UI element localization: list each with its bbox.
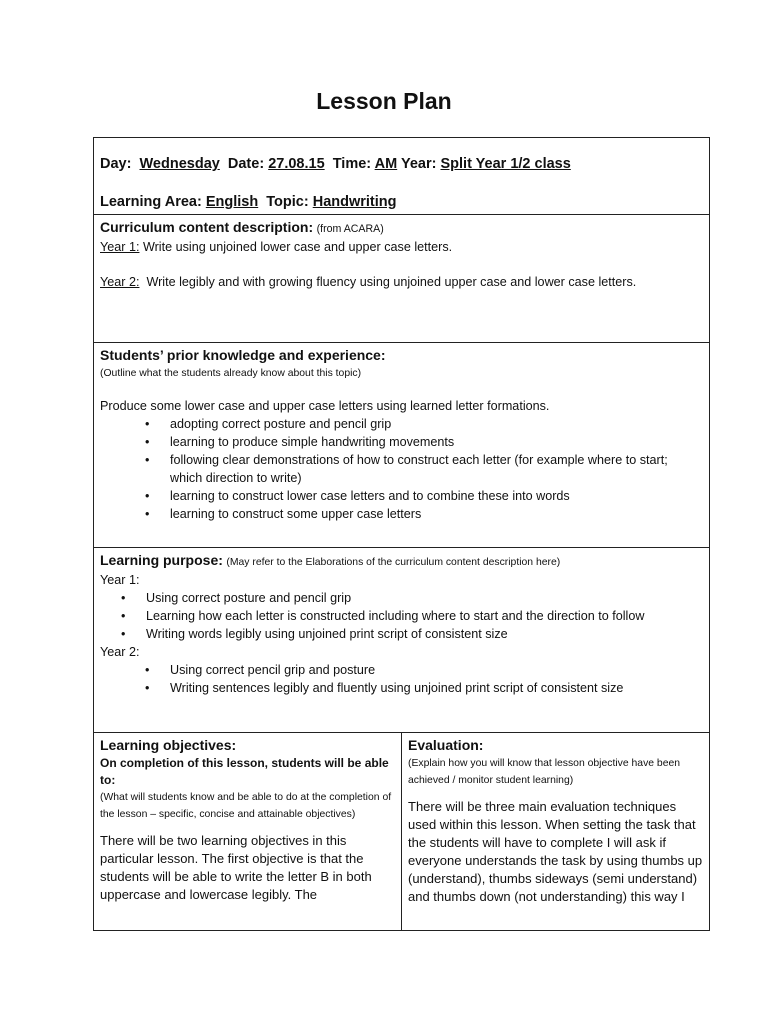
prior-note: (Outline what the students already know about this topic) bbox=[100, 368, 362, 379]
bullet-icon: • bbox=[145, 663, 150, 677]
curriculum-year1-text: Write using unjoined lower case and upper case letters. bbox=[142, 240, 453, 254]
evaluation-heading: Evaluation: bbox=[408, 737, 484, 753]
bullet-icon: • bbox=[145, 453, 150, 467]
lesson-plan-table bbox=[93, 137, 710, 931]
purpose-year1-list bbox=[121, 589, 703, 643]
purpose-heading: Learning purpose: bbox=[100, 552, 223, 568]
topic-label: Topic: bbox=[266, 194, 309, 210]
date-label: Date: bbox=[227, 156, 265, 172]
area-label: Learning Area: bbox=[100, 194, 202, 210]
year-label: Year: bbox=[400, 156, 437, 172]
year-value: Split Year 1/2 class bbox=[440, 156, 571, 172]
area-topic-line bbox=[100, 192, 703, 212]
curriculum-heading: Curriculum content description: bbox=[100, 219, 314, 235]
curriculum-year1-label: Year 1: bbox=[100, 240, 140, 254]
objectives-heading: Learning objectives: bbox=[100, 737, 237, 753]
bullet-icon: • bbox=[121, 627, 126, 641]
learning-purpose-row bbox=[94, 548, 710, 733]
day-date-line bbox=[100, 154, 703, 174]
bullet-icon: • bbox=[145, 507, 150, 521]
curriculum-source: (from ACARA) bbox=[316, 223, 384, 235]
list-item: • following clear demonstrations of how to construct each letter (for example where to start; which direction to write) bbox=[145, 453, 668, 485]
bullet-icon: • bbox=[145, 417, 150, 431]
objectives-lead: On completion of this lesson, students will be able to: bbox=[100, 756, 389, 787]
list-item: • learning to produce simple handwriting movements bbox=[145, 435, 455, 449]
objectives-cell bbox=[94, 733, 402, 931]
prior-knowledge-cell bbox=[94, 343, 710, 548]
day-value: Wednesday bbox=[139, 156, 220, 172]
objectives-body: There will be two learning objectives in this particular lesson. The first objective is that the students will be able to write the letter B in both uppercase and lowercase legibly. The bbox=[100, 833, 372, 902]
list-item: • learning to construct some upper case letters bbox=[145, 507, 422, 521]
bullet-icon: • bbox=[121, 591, 126, 605]
evaluation-note: (Explain how you will know that lesson objective have been achieved / monitor student learning) bbox=[408, 758, 681, 786]
objectives-note: (What will students know and be able to do at the completion of the lesson – specific, concise and attainable objectives) bbox=[100, 792, 392, 820]
curriculum-year2-label: Year 2: bbox=[100, 275, 140, 289]
header-row bbox=[94, 138, 710, 215]
curriculum-row bbox=[94, 215, 710, 343]
day-label: Day: bbox=[100, 156, 132, 172]
curriculum-year2 bbox=[100, 273, 703, 291]
purpose-year1-label: Year 1: bbox=[100, 573, 140, 587]
bullet-icon: • bbox=[121, 609, 126, 623]
list-item: • Writing sentences legibly and fluently using unjoined print script of consistent size bbox=[145, 681, 624, 695]
header-cell bbox=[94, 138, 710, 215]
list-item: • adopting correct posture and pencil grip bbox=[145, 417, 392, 431]
prior-list bbox=[145, 415, 703, 523]
time-value: AM bbox=[374, 156, 398, 172]
prior-intro: Produce some lower case and upper case letters using learned letter formations. bbox=[100, 399, 550, 413]
evaluation-body: There will be three main evaluation techniques used within this lesson. When setting the task that the students will have to complete I will ask if everyone understands the task by using thumbs up (understand), thumbs sideways (semi understand) and thumbs down (not understanding) this way I bbox=[408, 799, 703, 904]
list-item: • learning to construct lower case letters and to combine these into words bbox=[145, 489, 570, 503]
purpose-note: (May refer to the Elaborations of the curriculum content description here) bbox=[226, 557, 561, 568]
purpose-year2-label: Year 2: bbox=[100, 645, 140, 659]
purpose-year2-list bbox=[145, 661, 703, 697]
prior-heading: Students’ prior knowledge and experience: bbox=[100, 347, 386, 363]
list-item: • Writing words legibly using unjoined print script of consistent size bbox=[121, 627, 508, 641]
curriculum-cell bbox=[94, 215, 710, 343]
curriculum-year1 bbox=[100, 238, 703, 256]
list-item: • Learning how each letter is constructed including where to start and the direction to follow bbox=[121, 609, 645, 623]
area-value: English bbox=[205, 194, 259, 210]
page-title: Lesson Plan bbox=[316, 88, 452, 114]
list-item: • Using correct pencil grip and posture bbox=[145, 663, 376, 677]
time-label: Time: bbox=[332, 156, 372, 172]
bullet-icon: • bbox=[145, 435, 150, 449]
bullet-icon: • bbox=[145, 681, 150, 695]
bullet-icon: • bbox=[145, 489, 150, 503]
date-value: 27.08.15 bbox=[268, 156, 325, 172]
topic-value: Handwriting bbox=[312, 194, 397, 210]
curriculum-year2-text: Write legibly and with growing fluency using unjoined upper case and lower case letters. bbox=[146, 275, 637, 289]
learning-purpose-cell bbox=[94, 548, 710, 733]
objectives-evaluation-row bbox=[94, 733, 710, 931]
list-item: • Using correct posture and pencil grip bbox=[121, 591, 352, 605]
evaluation-cell bbox=[402, 733, 710, 931]
prior-knowledge-row bbox=[94, 343, 710, 548]
